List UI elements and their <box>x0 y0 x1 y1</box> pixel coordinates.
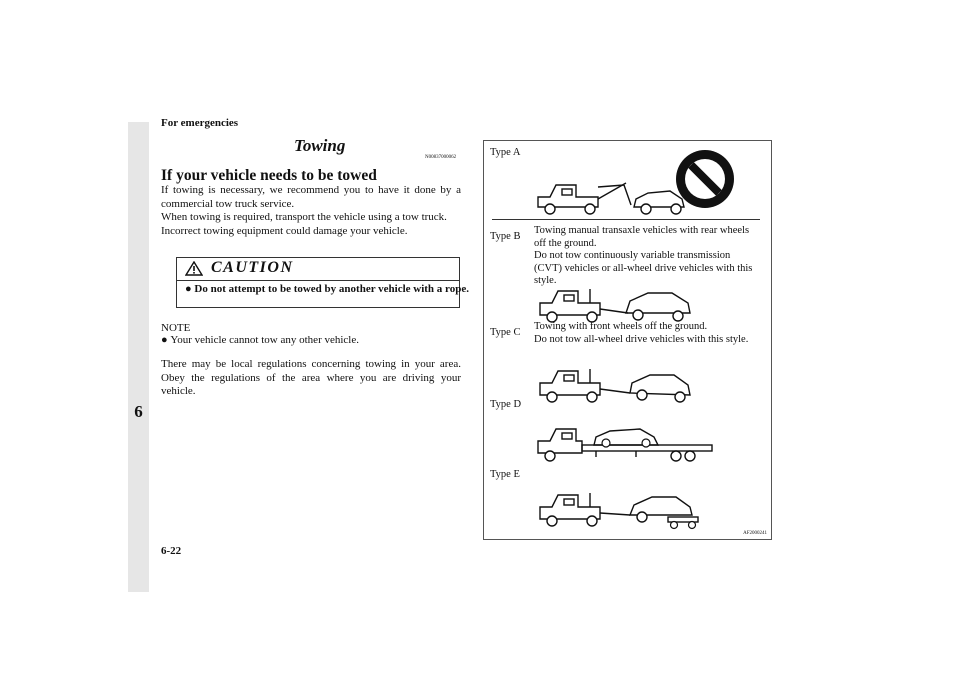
type-b-line: Do not tow continuously variable transmission <box>534 250 731 261</box>
page-heading: If your vehicle needs to be towed <box>161 167 377 184</box>
caution-item-text: Do not attempt to be towed by another vehicle with a rope. <box>194 283 469 295</box>
chapter-number: 6 <box>134 402 143 421</box>
note-item <box>161 334 359 346</box>
wheel-lift-rear-wheels-illustration <box>538 363 718 405</box>
type-c-line: Towing with front wheels off the ground. <box>534 321 708 332</box>
type-divider <box>492 219 760 220</box>
type-b-description <box>534 225 770 288</box>
caution-box <box>176 257 469 308</box>
page-number: 6-22 <box>161 545 182 557</box>
chapter-tab <box>128 122 149 592</box>
type-b-label: Type B <box>490 231 521 242</box>
type-d-label: Type D <box>490 399 522 410</box>
bullet-icon: ● <box>161 334 171 346</box>
caution-label: CAUTION <box>211 259 294 276</box>
towing-types-figure <box>483 140 772 540</box>
intro-paragraph: Incorrect towing equipment could damage your vehicle. <box>161 224 408 237</box>
note-label: NOTE <box>161 322 191 334</box>
type-c-description <box>534 321 770 346</box>
caution-header <box>177 258 459 281</box>
flatbed-truck-illustration <box>536 423 726 465</box>
regulations-text: There may be local regulations concerning towing in your area. Obey the regulations of the area where you are driving your vehicle. <box>161 358 461 397</box>
caution-item <box>185 283 469 296</box>
type-b-line: off the ground. <box>534 237 597 249</box>
type-c-label: Type C <box>490 327 521 338</box>
intro-paragraph: If towing is necessary, we recommend you to have it done by a commercial tow truck service. <box>161 184 461 210</box>
wrecker-hook-towing-illustration <box>536 177 716 217</box>
wheel-lift-front-wheels-illustration <box>538 283 718 325</box>
wheel-lift-with-dollies-illustration <box>538 489 718 531</box>
type-a-label: Type A <box>490 147 521 158</box>
type-e-label: Type E <box>490 469 520 480</box>
type-b-line: style. <box>534 275 557 286</box>
running-head: For emergencies <box>161 117 239 129</box>
section-code: N00837000062 <box>425 155 457 160</box>
figure-code: AF2000241 <box>743 531 767 536</box>
type-c-line: Do not tow all-wheel drive vehicles with this style. <box>534 333 749 345</box>
intro-paragraph: When towing is required, transport the vehicle using a tow truck. <box>161 211 447 223</box>
type-b-line: (CVT) vehicles or all-wheel drive vehicles with this <box>534 262 753 274</box>
type-b-line: Towing manual transaxle vehicles with rear wheels <box>534 225 750 236</box>
section-title: Towing <box>294 136 346 155</box>
intro-text <box>161 184 461 238</box>
bullet-icon: ● <box>185 283 195 295</box>
warning-triangle-icon <box>185 261 203 276</box>
note-item-text: Your vehicle cannot tow any other vehicle. <box>170 334 359 346</box>
